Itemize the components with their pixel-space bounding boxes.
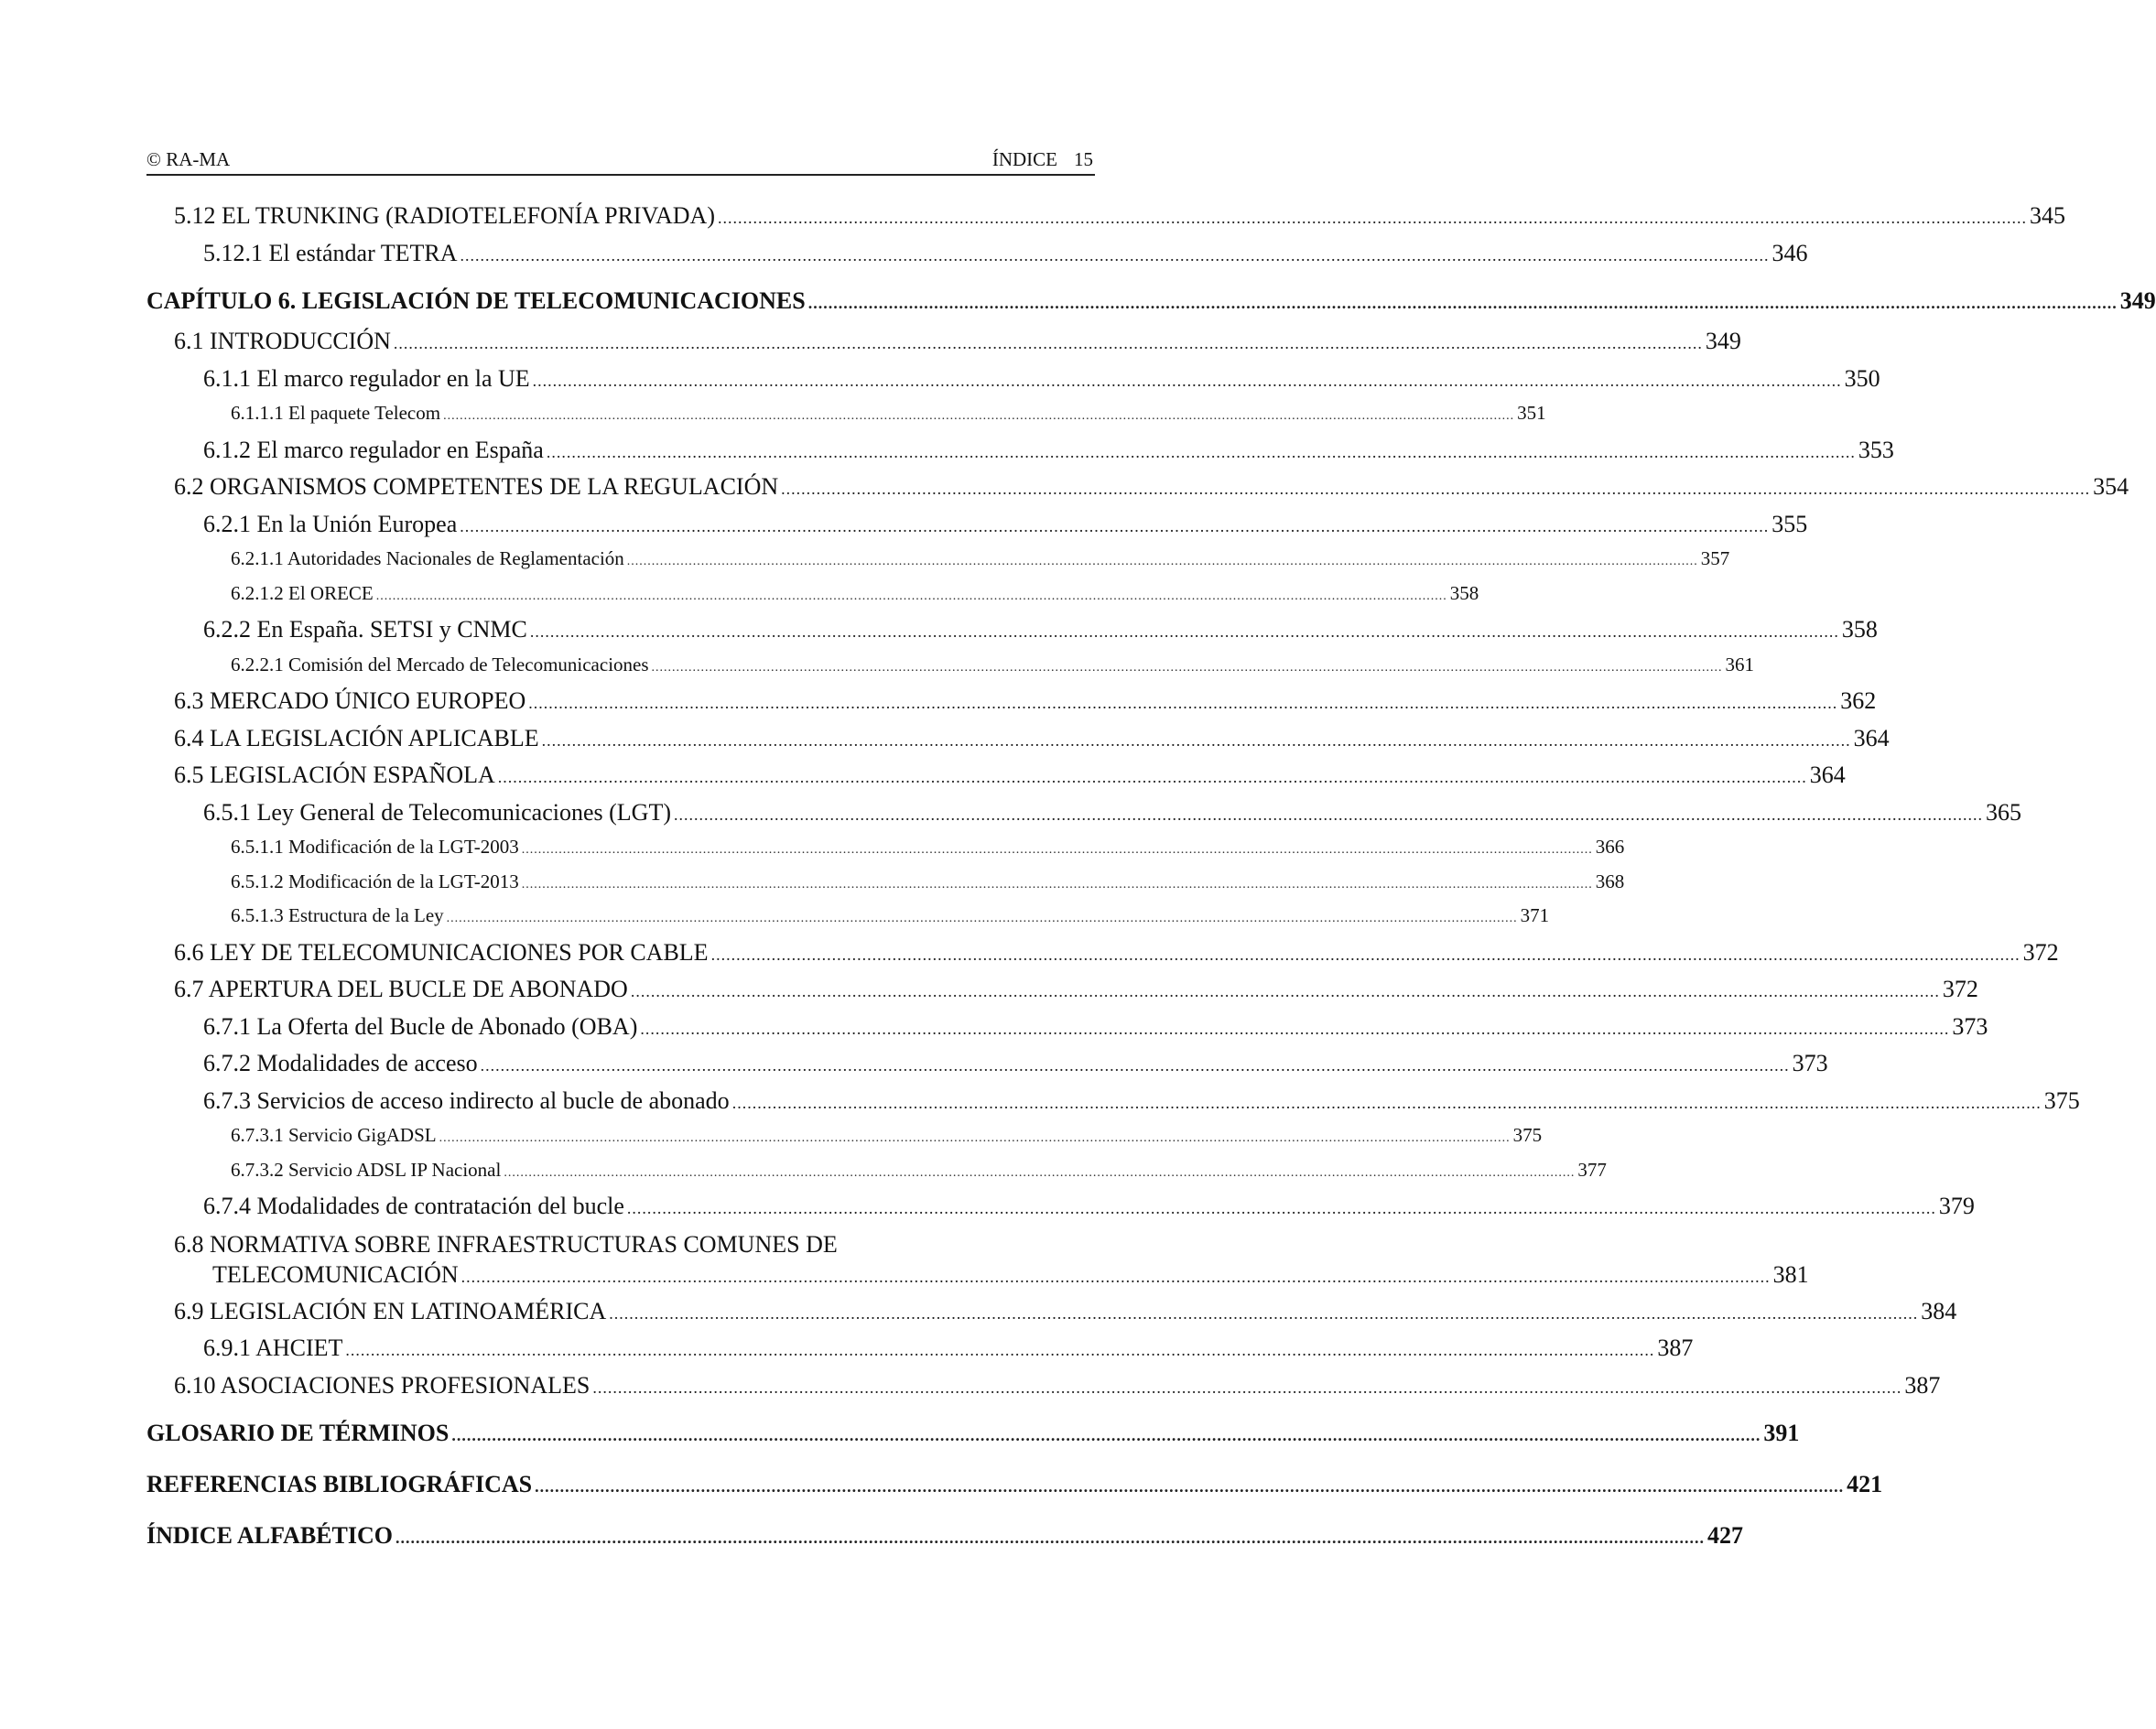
dot-leader: .................................................................................................................................................................................................................................................................... — [626, 1199, 1936, 1217]
section-title: ÍNDICE — [991, 148, 1057, 170]
dot-leader: .................................................................................................................................................................................................................................................................... — [710, 945, 2021, 964]
dot-leader: .................................................................................................................................................................................................................................................................... — [446, 912, 1518, 925]
toc-entry-page: 364 — [1853, 724, 1890, 751]
toc-entry-title: 6.1.2 El marco regulador en España — [203, 436, 544, 463]
toc-entry-page: 351 — [1517, 402, 1546, 424]
toc-major-entry[interactable] — [146, 1419, 1800, 1459]
dot-leader: .................................................................................................................................................................................................................................................................... — [541, 730, 1851, 750]
toc-entry-page: 387 — [1904, 1371, 1941, 1399]
toc-entry[interactable] — [174, 686, 1877, 724]
toc-entry-title: 6.2.2 En España. SETSI y CNMC — [203, 616, 527, 643]
toc-entry[interactable] — [174, 1297, 1957, 1335]
toc-entry-title: CAPÍTULO 6. LEGISLACIÓN DE TELECOMUNICACIONES — [146, 287, 806, 314]
toc-entry-page: 358 — [1841, 616, 1878, 643]
toc-entry-page: 373 — [1952, 1012, 1988, 1040]
toc-entry-title: REFERENCIAS BIBLIOGRÁFICAS — [146, 1471, 533, 1497]
toc-entry[interactable] — [231, 1123, 1543, 1158]
header-right — [992, 148, 1093, 171]
toc-entry[interactable] — [203, 1334, 1694, 1371]
toc-entry-page: 375 — [2043, 1086, 2080, 1114]
dot-leader: .................................................................................................................................................................................................................................................................... — [630, 982, 1940, 1000]
page-number: 15 — [1074, 148, 1093, 170]
toc-entry-title: 6.4 LA LEGISLACIÓN APLICABLE — [174, 724, 539, 751]
toc-entry-page: 362 — [1840, 687, 1877, 714]
toc-entry-page: 364 — [1809, 762, 1846, 788]
toc-entry-title: 6.2.1 En la Unión Europea — [203, 510, 458, 537]
toc-entry-page: 349 — [2119, 287, 2156, 314]
toc-major-entry[interactable] — [146, 1521, 1743, 1562]
toc-entry[interactable] — [212, 1260, 1809, 1297]
toc-entry-page: 354 — [2093, 473, 2129, 500]
toc-entry[interactable] — [231, 903, 1550, 938]
toc-entry-title: 6.7.3 Servicios de acceso indirecto al bucle de abonado — [203, 1086, 730, 1114]
toc-entry-title: 6.1 INTRODUCCIÓN — [174, 328, 391, 354]
toc-entry-title: 6.1.1 El marco regulador en la UE — [203, 364, 530, 392]
dot-leader: .................................................................................................................................................................................................................................................................... — [375, 589, 1447, 603]
dot-leader: .................................................................................................................................................................................................................................................................... — [651, 660, 1723, 675]
toc-entry[interactable] — [203, 364, 1880, 402]
dot-leader: .................................................................................................................................................................................................................................................................... — [393, 334, 1703, 352]
dot-leader: .................................................................................................................................................................................................................................................................... — [460, 245, 1770, 265]
dot-leader: .................................................................................................................................................................................................................................................................... — [451, 1426, 1761, 1444]
toc-entry-page: 377 — [1577, 1158, 1607, 1181]
toc-entry-page: 375 — [1512, 1124, 1543, 1146]
toc-entry[interactable] — [231, 401, 1546, 436]
toc-entry-title: 6.5.1 Ley General de Telecomunicaciones (LGT) — [203, 798, 671, 826]
toc-entry-title: 6.7.2 Modalidades de acceso — [203, 1050, 478, 1076]
toc-entry[interactable] — [203, 436, 1894, 473]
toc-entry[interactable] — [203, 798, 2021, 836]
toc-entry-title: 6.7 APERTURA DEL BUCLE DE ABONADO — [174, 976, 628, 1002]
dot-leader: .................................................................................................................................................................................................................................................................... — [807, 294, 2118, 312]
dot-leader: .................................................................................................................................................................................................................................................................... — [546, 442, 1856, 461]
toc-entry-title: GLOSARIO DE TÉRMINOS — [146, 1420, 450, 1446]
toc-entry-title: 6.7.4 Modalidades de contratación del bucle — [203, 1193, 624, 1219]
toc-entry-page: 357 — [1700, 547, 1730, 569]
toc-entry[interactable] — [203, 1192, 1975, 1229]
toc-entry-title: 6.7.1 La Oferta del Bucle de Abonado (OBA) — [203, 1012, 638, 1040]
toc-entry[interactable] — [231, 653, 1755, 687]
toc-entry[interactable] — [203, 1049, 1828, 1086]
toc-entry-title: 6.1.1.1 El paquete Telecom — [231, 402, 441, 424]
toc-entry-page: 427 — [1706, 1522, 1743, 1549]
toc-entry[interactable] — [174, 327, 1741, 364]
toc-entry-page: 384 — [1921, 1297, 1957, 1324]
toc-entry-page: 368 — [1595, 870, 1625, 892]
toc-entry-page: 350 — [1844, 364, 1880, 392]
toc-entry[interactable] — [203, 239, 1808, 276]
toc-entry-page: 421 — [1847, 1471, 1883, 1497]
toc-entry-title: 6.6 LEY DE TELECOMUNICACIONES POR CABLE — [174, 938, 709, 966]
toc-entry-page: 346 — [1771, 239, 1808, 266]
toc-entry-title: 6.5.1.1 Modificación de la LGT-2003 — [231, 836, 519, 858]
toc-entry-title: 6.2.2.1 Comisión del Mercado de Telecomunicaciones — [231, 653, 649, 675]
toc-entry-page: 358 — [1449, 581, 1479, 604]
dot-leader: .................................................................................................................................................................................................................................................................... — [528, 694, 1838, 712]
toc-entry[interactable] — [231, 835, 1625, 870]
toc-entry-title: 6.10 ASOCIACIONES PROFESIONALES — [174, 1371, 590, 1399]
toc-entry-title: TELECOMUNICACIÓN — [212, 1260, 459, 1288]
toc-entry[interactable] — [174, 761, 1846, 798]
toc-entry[interactable] — [203, 1086, 2080, 1124]
dot-leader: .................................................................................................................................................................................................................................................................... — [592, 1378, 1902, 1397]
toc-entry-title: 6.2.1.1 Autoridades Nacionales de Reglamentación — [231, 547, 624, 569]
toc-entry[interactable] — [203, 510, 1808, 547]
dot-leader: .................................................................................................................................................................................................................................................................... — [535, 1477, 1845, 1496]
toc-entry-page: 371 — [1520, 904, 1550, 926]
toc-chapter-entry[interactable] — [146, 286, 2156, 327]
toc-entry[interactable] — [174, 975, 1978, 1012]
toc-entry[interactable] — [174, 472, 2129, 510]
dot-leader: .................................................................................................................................................................................................................................................................... — [532, 371, 1842, 390]
dot-leader: .................................................................................................................................................................................................................................................................... — [480, 1056, 1790, 1075]
dot-leader: .................................................................................................................................................................................................................................................................... — [460, 516, 1770, 535]
dot-leader: .................................................................................................................................................................................................................................................................... — [521, 877, 1593, 892]
dot-leader: .................................................................................................................................................................................................................................................................... — [497, 768, 1807, 786]
dot-leader: .................................................................................................................................................................................................................................................................... — [345, 1341, 1655, 1359]
toc-entry[interactable] — [203, 1012, 1988, 1050]
toc-entry-page: 366 — [1595, 836, 1625, 858]
toc-major-entry[interactable] — [146, 1470, 1883, 1510]
toc-entry-title: 6.7.3.2 Servicio ADSL IP Nacional — [231, 1158, 502, 1181]
dot-leader: .................................................................................................................................................................................................................................................................... — [529, 622, 1839, 641]
toc-entry[interactable] — [231, 870, 1625, 904]
toc-entry[interactable] — [174, 1371, 1941, 1409]
toc-entry-page: 345 — [2030, 202, 2065, 229]
toc-entry[interactable] — [174, 938, 2059, 976]
toc-entry-wrapped-title[interactable]: 6.8 NORMATIVA SOBRE INFRAESTRUCTURAS COMUNES DE — [174, 1230, 838, 1258]
toc-entry-title: 6.7.3.1 Servicio GigADSL — [231, 1124, 437, 1146]
toc-entry-title: 6.5.1.2 Modificación de la LGT-2013 — [231, 870, 519, 892]
dot-leader: .................................................................................................................................................................................................................................................................... — [443, 409, 1515, 423]
toc-entry-page: 387 — [1657, 1335, 1694, 1361]
dot-leader: .................................................................................................................................................................................................................................................................... — [395, 1529, 1705, 1547]
toc-entry-title: ÍNDICE ALFABÉTICO — [146, 1522, 393, 1549]
toc-entry-title: 6.9.1 AHCIET — [203, 1335, 343, 1361]
toc-entry[interactable] — [231, 1158, 1607, 1193]
table-of-contents — [146, 201, 2156, 1562]
toc-entry-page: 355 — [1771, 510, 1808, 537]
toc-entry-page: 372 — [1942, 976, 1978, 1002]
running-header — [146, 146, 1095, 176]
toc-entry-page: 349 — [1705, 328, 1741, 354]
dot-leader: .................................................................................................................................................................................................................................................................... — [718, 209, 2027, 227]
toc-entry[interactable] — [174, 724, 1890, 762]
toc-entry-page: 381 — [1772, 1260, 1809, 1288]
toc-entry-page: 353 — [1858, 436, 1894, 463]
dot-leader: .................................................................................................................................................................................................................................................................... — [781, 480, 2091, 498]
publisher-mark: © RA-MA — [146, 148, 231, 170]
dot-leader: .................................................................................................................................................................................................................................................................... — [731, 1093, 2042, 1112]
toc-entry-page: 391 — [1763, 1420, 1800, 1446]
dot-leader: .................................................................................................................................................................................................................................................................... — [640, 1019, 1950, 1038]
dot-leader: .................................................................................................................................................................................................................................................................... — [439, 1131, 1511, 1145]
toc-entry-title: 6.5 LEGISLACIÓN ESPAÑOLA — [174, 762, 495, 788]
dot-leader: .................................................................................................................................................................................................................................................................... — [609, 1303, 1919, 1323]
toc-entry[interactable] — [203, 615, 1878, 653]
toc-entry-page: 361 — [1725, 653, 1755, 675]
toc-entry-title: 6.3 MERCADO ÚNICO EUROPEO — [174, 687, 526, 714]
toc-entry-page: 373 — [1792, 1050, 1828, 1076]
toc-entry-page: 379 — [1938, 1193, 1975, 1219]
dot-leader: .................................................................................................................................................................................................................................................................... — [674, 805, 1983, 824]
toc-entry-title: 5.12.1 El estándar TETRA — [203, 239, 458, 266]
toc-entry-title: 5.12 EL TRUNKING (RADIOTELEFONÍA PRIVADA) — [174, 202, 715, 229]
toc-entry-page: 372 — [2022, 938, 2059, 966]
toc-entry[interactable] — [231, 581, 1479, 616]
toc-entry-title: 6.5.1.3 Estructura de la Ley — [231, 904, 444, 926]
toc-entry-title: 6.9 LEGISLACIÓN EN LATINOAMÉRICA — [174, 1297, 607, 1324]
dot-leader: .................................................................................................................................................................................................................................................................... — [521, 843, 1593, 857]
toc-entry[interactable] — [231, 546, 1730, 581]
toc-entry[interactable] — [174, 201, 2065, 239]
dot-leader: .................................................................................................................................................................................................................................................................... — [626, 555, 1698, 568]
toc-entry-title: 6.2.1.2 El ORECE — [231, 581, 374, 604]
dot-leader: .................................................................................................................................................................................................................................................................... — [460, 1267, 1771, 1286]
dot-leader: .................................................................................................................................................................................................................................................................... — [504, 1165, 1576, 1180]
toc-entry-page: 365 — [1986, 798, 2021, 826]
toc-entry-title: 6.2 ORGANISMOS COMPETENTES DE LA REGULACIÓN — [174, 473, 779, 500]
